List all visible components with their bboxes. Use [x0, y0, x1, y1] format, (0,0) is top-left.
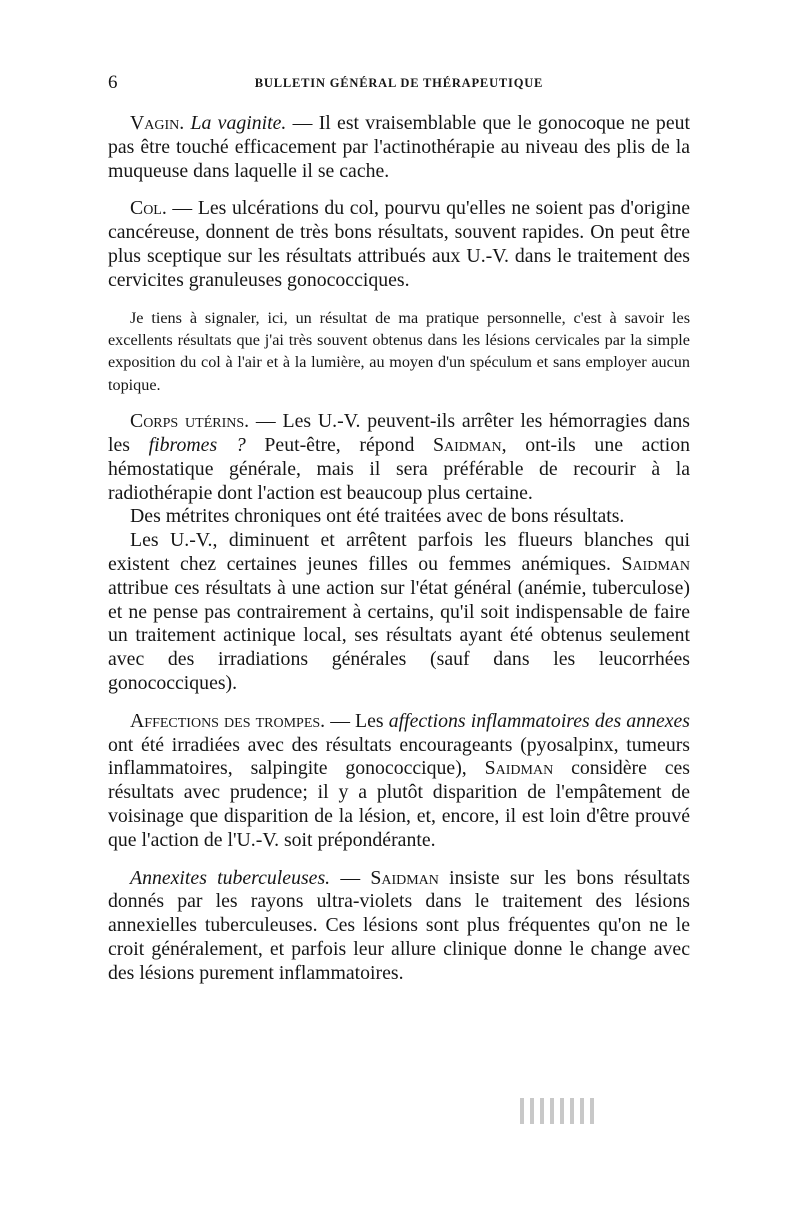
paragraph-metrites: [108, 505, 690, 529]
metrites-text: Des métrites chroniques ont été traitées avec de bons résultats.: [130, 505, 625, 528]
term-fibromes: fibromes ?: [148, 434, 246, 456]
paragraph-col-text: — Les ulcérations du col, pourvu qu'elles ne soient pas d'origine cancéreuse, donnent de très bons résultats, souvent rapides. On peut être plus sceptique sur les résultats attribués aux U.-V. dans le traitement des cervicites granuleuses gonococciques.: [108, 197, 690, 291]
running-title: BULLETIN GÉNÉRAL DE THÉRAPEUTIQUE: [254, 76, 544, 90]
corps-text-a: — Les U.-V. peuvent-ils arrêter les hémorragies dans les: [108, 410, 690, 456]
author-saidman: Saidman: [484, 757, 554, 780]
trompes-text-b: ont été irradiées avec des résultats encourageants (pyosalpinx, tumeurs inflammatoires, salpingite gonococcique),: [108, 733, 690, 780]
paragraph-flueurs: [108, 529, 690, 696]
paragraph-trompes: [108, 710, 690, 853]
corps-text-c: ont-ils une action hémostatique générale, mais il sera préférable de recourir à la radiothérapie dont l'action est beaucoup plus certaine.: [108, 434, 691, 504]
term-vaginite: La vaginite.: [190, 112, 287, 134]
section-label-col: Col.: [130, 197, 167, 220]
paragraph-col: [108, 197, 690, 292]
trompes-text-a: — Les: [325, 709, 389, 732]
trompes-text-c: considère ces résultats avec prudence; il y a plutôt disparition de l'empâtement de voisinage que disparition de la lésion, et, encore, il est loin d'être prouvé que l'action de l'U.-V. soit prépondérante.: [108, 757, 690, 851]
flueurs-text-a: Les U.-V., diminuent et arrêtent parfois les flueurs blanches qui existent chez certaines jeunes filles ou femmes anémiques.: [108, 529, 690, 575]
author-saidman: Saidman: [621, 552, 690, 575]
page-header: [108, 72, 690, 96]
annexites-text-a: —: [330, 866, 371, 889]
annexites-text-b: insiste sur les bons résultats donnés par les rayons ultra-violets dans le traitement des lésions annexielles tuberculeuses. Ces lésions sont plus fréquentes qu'on ne le croit généralement, et parfois leur allure clinique donne le change avec des lésions purement inflammatoires.: [108, 866, 690, 984]
paragraph-vagin: [108, 112, 690, 183]
term-affections-inflammatoires: affections inflammatoires des annexes: [388, 709, 690, 732]
print-artifact-marks: [520, 1098, 600, 1129]
corps-text-b: Peut-être, répond: [245, 434, 434, 456]
paragraph-corps-uterins: [108, 410, 690, 505]
paragraph-vagin-text: — Il est vraisemblable que le gonocoque ne peut pas être touché efficacement par l'actinothérapie au niveau des plis de la muqueuse dans laquelle il se cache.: [108, 112, 690, 182]
section-label-trompes: Affections des trompes.: [130, 709, 326, 732]
page-number: 6: [108, 72, 118, 93]
body-text: [108, 112, 690, 986]
note-paragraph: [108, 307, 690, 397]
author-saidman: Saidman: [370, 866, 439, 889]
section-label-vagin: Vagin.: [130, 112, 185, 134]
author-saidman: Saidman,: [433, 434, 507, 456]
note-text: Je tiens à signaler, ici, un résultat de ma pratique personnelle, c'est à savoir les excellents résultats que j'ai très souvent obtenus dans les lésions cervicales par la simple exposition du col à l'air et à la lumière, au moyen d'un spéculum et sans employer aucun topique.: [108, 308, 690, 394]
section-label-corps: Corps utérins.: [130, 410, 250, 433]
paragraph-annexites: [108, 867, 690, 986]
term-annexites-tuberculeuses: Annexites tuberculeuses.: [130, 866, 331, 889]
flueurs-text-b: attribue ces résultats à une action sur l'état général (anémie, tuberculose) et ne pense pas contrairement à certains, qu'il soit indispensable de faire un traitement actinique local, ses résultats ayant été obtenus seulement avec des irradiations générales (sauf dans les leucorrhées gonococciques).: [108, 576, 690, 694]
